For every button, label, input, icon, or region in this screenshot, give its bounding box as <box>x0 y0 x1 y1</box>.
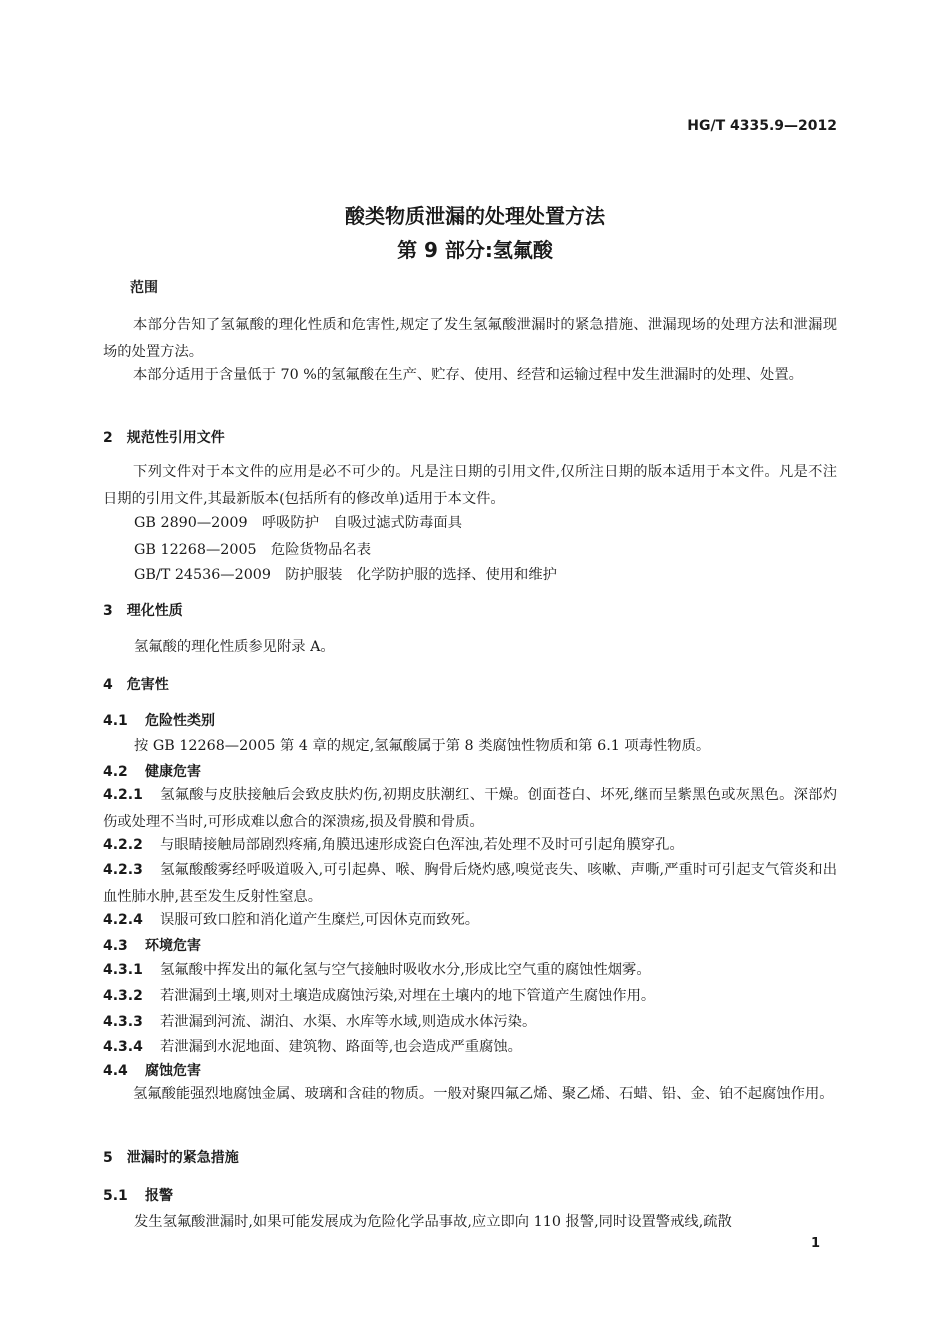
clause-4-2-1 <box>103 782 837 836</box>
section-2-heading <box>103 428 225 448</box>
section-5-number: 5 <box>103 1150 113 1166</box>
clause-text: 若泄漏到水泥地面、建筑物、路面等,也会造成严重腐蚀。 <box>160 1039 522 1055</box>
clause-4-3-3 <box>103 1009 837 1036</box>
clause-text: 氢氟酸中挥发出的氟化氢与空气接触时吸收水分,形成比空气重的腐蚀性烟雾。 <box>160 962 651 978</box>
section-2-number: 2 <box>103 430 113 446</box>
clause-number: 4.2.3 <box>103 862 143 878</box>
section-1-paragraph-1: 本部分告知了氢氟酸的理化性质和危害性,规定了发生氢氟酸泄漏时的紧急措施、泄漏现场的处理方法和泄漏现场的处置方法。 <box>103 317 837 360</box>
clause-text: 若泄漏到河流、湖泊、水渠、水库等水域,则造成水体污染。 <box>160 1014 537 1030</box>
section-3-paragraph: 氢氟酸的理化性质参见附录 A。 <box>134 639 335 655</box>
subsection-4-4-paragraph: 氢氟酸能强烈地腐蚀金属、玻璃和含硅的物质。一般对聚四氟乙烯、聚乙烯、石蜡、铅、金、铂不起腐蚀作用。 <box>133 1086 834 1102</box>
standard-code: HG/T 4335.9—2012 <box>687 118 837 134</box>
subsection-4-1-title: 危险性类别 <box>145 713 215 729</box>
document-subtitle: 第 9 部分:氢氟酸 <box>397 238 553 262</box>
section-2-title: 规范性引用文件 <box>126 430 225 446</box>
section-4-title: 危害性 <box>126 677 169 693</box>
subsection-4-1-paragraph: 按 GB 12268—2005 第 4 章的规定,氢氟酸属于第 8 类腐蚀性物质和第 6.1 项毒性物质。 <box>134 738 711 754</box>
clause-number: 4.2.4 <box>103 912 143 928</box>
subsection-4-1-heading <box>103 711 215 731</box>
subsection-4-2-heading <box>103 762 201 782</box>
section-4-heading <box>103 675 169 695</box>
subsection-4-3-heading <box>103 936 201 956</box>
subsection-4-4-heading <box>103 1061 201 1081</box>
section-3-number: 3 <box>103 603 113 619</box>
reference-item: GB/T 24536—2009 防护服装 化学防护服的选择、使用和维护 <box>134 567 557 583</box>
subsection-4-4-title: 腐蚀危害 <box>145 1063 201 1079</box>
subsection-4-3-number: 4.3 <box>103 938 128 954</box>
section-5-title: 泄漏时的紧急措施 <box>126 1150 239 1166</box>
clause-text: 若泄漏到土壤,则对土壤造成腐蚀污染,对埋在土壤内的地下管道产生腐蚀作用。 <box>160 988 656 1004</box>
clause-4-3-2 <box>103 983 837 1010</box>
section-4-number: 4 <box>103 677 113 693</box>
clause-number: 4.3.4 <box>103 1039 143 1055</box>
clause-number: 4.3.1 <box>103 962 143 978</box>
subsection-5-1-number: 5.1 <box>103 1188 128 1204</box>
clause-text: 与眼睛接触局部剧烈疼痛,角膜迅速形成瓷白色浑浊,若处理不及时可引起角膜穿孔。 <box>160 837 684 853</box>
clause-text: 误服可致口腔和消化道产生糜烂,可因休克而致死。 <box>160 912 480 928</box>
reference-item: GB 12268—2005 危险货物品名表 <box>134 542 372 558</box>
subsection-4-3-title: 环境危害 <box>145 938 201 954</box>
clause-number: 4.3.3 <box>103 1014 143 1030</box>
clause-4-3-4 <box>103 1034 837 1061</box>
clause-text: 氢氟酸酸雾经呼吸道吸入,可引起鼻、喉、胸骨后烧灼感,嗅觉丧失、咳嗽、声嘶,严重时可引起支气管炎和出血性肺水肿,甚至发生反射性窒息。 <box>103 862 837 905</box>
clause-4-2-3 <box>103 857 837 911</box>
clause-number: 4.2.2 <box>103 837 143 853</box>
subsection-4-2-number: 4.2 <box>103 764 128 780</box>
subsection-4-1-number: 4.1 <box>103 713 128 729</box>
subsection-5-1-paragraph: 发生氢氟酸泄漏时,如果可能发展成为危险化学品事故,应立即向 110 报警,同时设置警戒线,疏散 <box>134 1214 732 1230</box>
section-1-paragraph-2: 本部分适用于含量低于 70 %的氢氟酸在生产、贮存、使用、经营和运输过程中发生泄漏时的处理、处置。 <box>133 367 803 383</box>
section-1-heading: 范围 <box>130 280 158 296</box>
clause-text: 氢氟酸与皮肤接触后会致皮肤灼伤,初期皮肤潮红、干燥。创面苍白、坏死,继而呈紫黑色或灰黑色。深部灼伤或处理不当时,可形成难以愈合的深溃疡,损及骨膜和骨质。 <box>103 787 837 830</box>
clause-number: 4.2.1 <box>103 787 143 803</box>
subsection-5-1-heading <box>103 1186 173 1206</box>
reference-item: GB 2890—2009 呼吸防护 自吸过滤式防毒面具 <box>134 515 462 531</box>
subsection-4-4-number: 4.4 <box>103 1063 128 1079</box>
subsection-4-2-title: 健康危害 <box>145 764 201 780</box>
clause-4-3-1 <box>103 957 837 984</box>
document-title: 酸类物质泄漏的处理处置方法 <box>345 204 605 228</box>
section-2-paragraph: 下列文件对于本文件的应用是必不可少的。凡是注日期的引用文件,仅所注日期的版本适用于本文件。凡是不注日期的引用文件,其最新版本(包括所有的修改单)适用于本文件。 <box>103 464 837 507</box>
page-number: 1 <box>810 1236 820 1251</box>
clause-4-2-4 <box>103 907 837 934</box>
section-3-heading <box>103 601 183 621</box>
section-3-title: 理化性质 <box>126 603 183 619</box>
subsection-5-1-title: 报警 <box>145 1188 173 1204</box>
section-5-heading <box>103 1148 239 1168</box>
clause-number: 4.3.2 <box>103 988 143 1004</box>
clause-4-2-2 <box>103 832 837 859</box>
